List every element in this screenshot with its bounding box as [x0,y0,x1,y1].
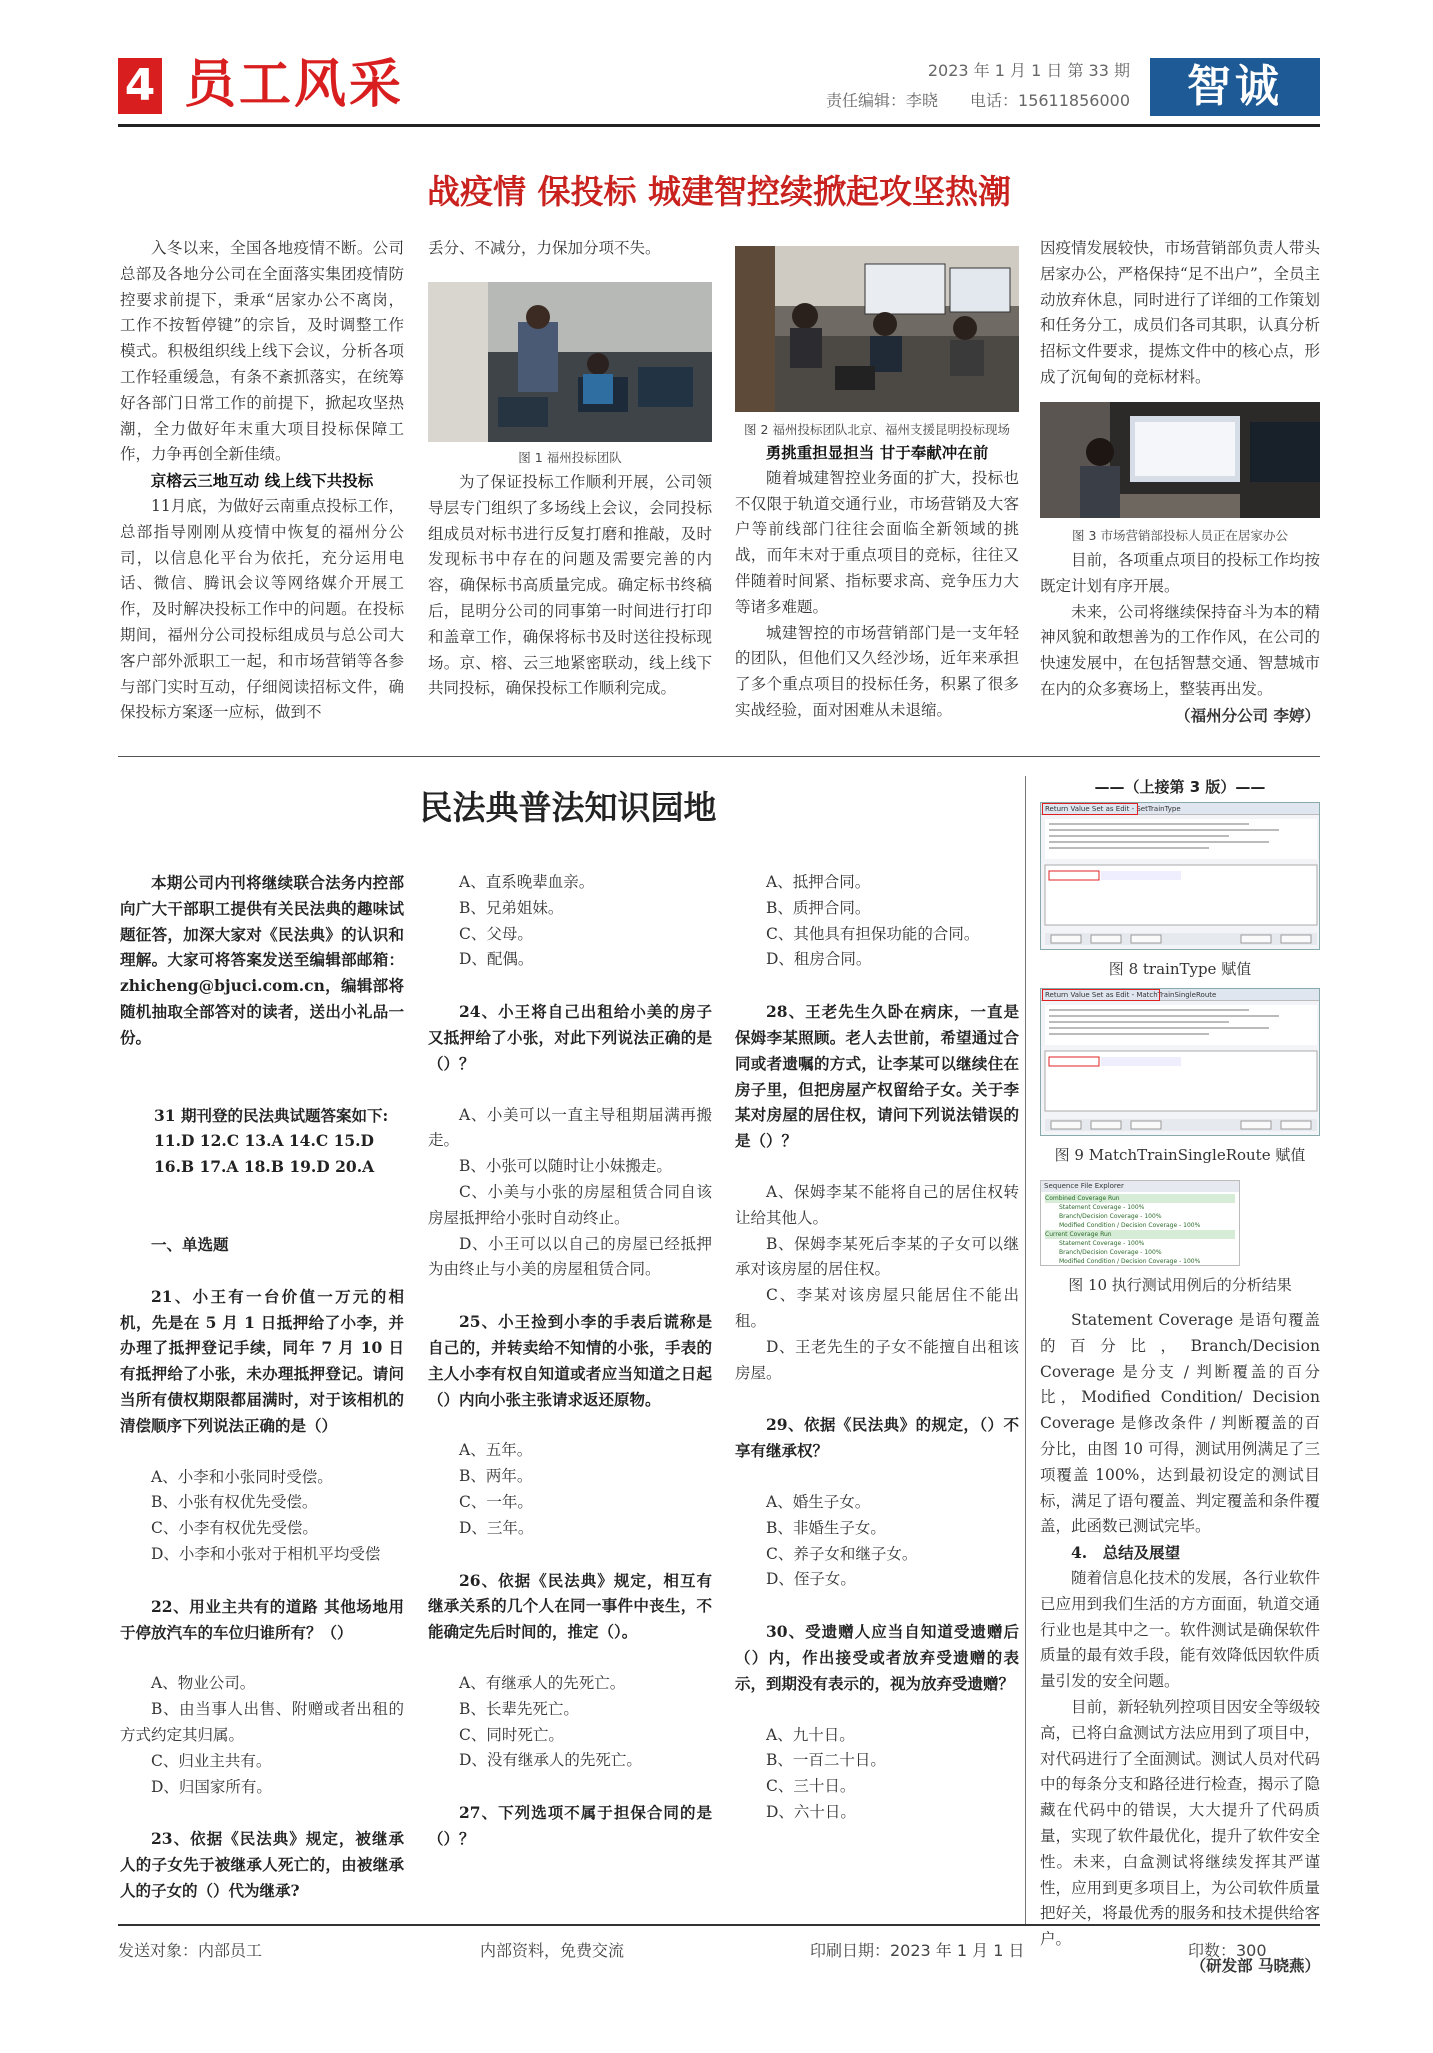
fig9-screenshot [1040,988,1320,1136]
tree-item: Statement Coverage - 100% [1059,1204,1145,1211]
article1-col2b [428,470,712,702]
footer-rule [118,1924,1320,1926]
option: D、小王可以以自己的房屋已经抵押为由终止与小美的房屋租赁合同。 [428,1234,712,1279]
option: D、侄子女。 [766,1570,856,1589]
question-26: 26、依据《民法典》规定，相互有继承关系的几个人在同一事件中丧生，不能确定先后时间的，推定（）。 [428,1570,712,1642]
option: A、婚生子女。 [766,1492,871,1511]
tree-item: Modified Condition / Decision Coverage - 100% [1059,1222,1201,1229]
date-issue: 2023 年 1 月 1 日 第 33 期 [927,61,1130,80]
option: D、王老先生的子女不能擅自出租该房屋。 [735,1337,1019,1382]
fig1-caption: 图 1 福州投标团队 [518,450,622,465]
window-title: Sequence File Explorer [1041,1181,1239,1192]
paragraph: 未来，公司将继续保持奋斗为本的精神风貌和敢想善为的工作作风，在公司的快速发展中，在包括智慧交通、智慧城市在内的众多赛场上，整装再出发。 [1040,602,1320,698]
option: D、小李和小张对于相机平均受偿 [151,1544,381,1563]
paragraph: Statement Coverage 是语句覆盖的百分比，Branch/Decision Coverage 是分支 / 判断覆盖的百分比，Modified Condition/ Decision Coverage 是修改条件 / 判断覆盖的百分比，由图 10 可得，测试用例满足了三项覆盖 100%，达到最初设定的测试目标，满足了语句覆盖、判定覆盖和条件覆盖，此函数已测试完毕。 [1040,1311,1320,1536]
article2-col3 [735,870,1019,1826]
option: B、小张有权优先受偿。 [151,1493,318,1512]
article2-title: 民法典普法知识园地 [419,788,717,827]
vertical-divider [1025,776,1026,1926]
fig3-caption: 图 3 市场营销部投标人员正在居家办公 [1072,528,1288,543]
option: C、小李有权优先受偿。 [151,1519,318,1538]
fig8-caption: 图 8 trainType 赋值 [1108,960,1252,978]
article1-col1 [120,236,404,726]
option: C、父母。 [459,924,533,943]
paragraph: 11月底，为做好云南重点投标工作，总部指导刚刚从疫情中恢复的福州分公司，以信息化平台为依托，充分运用电话、微信、腾讯会议等网络媒介开展工作，及时解决投标工作中的问题。在投标期间，福州分公司投标组成员与总公司大客户部外派职工一起，和市场营销等各参与部门实时互动，仔细阅读招标文件，确保投标方案逐一应标，做到不 [120,496,404,722]
option: D、没有继承人的先死亡。 [459,1751,642,1770]
fig2-caption: 图 2 福州投标团队北京、福州支援昆明投标现场 [744,422,1010,437]
subheading: 勇挑重担显担当 甘于奉献冲在前 [765,443,989,462]
option: C、一年。 [459,1492,533,1511]
article1-col4b [1040,548,1320,729]
subheading: 京榕云三地互动 线上线下共投标 [150,471,374,491]
paragraph: 随着信息化技术的发展，各行业软件已应用到我们生活的方方面面，轨道交通行业也是其中之一。软件测试是确保软件质量的最有效手段，能有效降低因软件质量引发的安全问题。 [1040,1568,1320,1691]
footer-copies: 印数：300 [1188,1941,1267,1960]
question-29: 29、依据《民法典》的规定，（）不享有继承权？ [735,1415,1019,1461]
signature: （研发部 马晓燕） [1190,1955,1320,1975]
option: B、非婚生子女。 [766,1518,886,1537]
option: A、九十日。 [766,1725,855,1744]
option: B、由当事人出售、附赠或者出租的方式约定其归属。 [120,1700,404,1744]
editor-line [700,90,1130,112]
question-25: 25、小王捡到小李的手表后谎称是自己的，并转卖给不知情的小张，手表的主人小李有权自知道或者应当知道之日起（）内向小张主张请求返还原物。 [428,1312,712,1409]
option: B、长辈先死亡。 [459,1699,579,1718]
article2-col1 [120,870,404,1904]
footer-print-date: 印刷日期：2023 年 1 月 1 日 [810,1941,1025,1960]
option: A、保姆李某不能将自己的居住权转让给其他人。 [735,1182,1019,1227]
answers-line: 11.D 12.C 13.A 14.C 15.D [154,1131,374,1151]
option: A、五年。 [459,1441,533,1460]
paragraph: 城建智控的市场营销部门是一支年轻的团队，但他们又久经沙场，近年来承担了多个重点项目的投标任务，积累了很多实战经验，面对困难从未退缩。 [735,623,1019,719]
option: B、两年。 [459,1467,533,1486]
option: B、保姆李某死后李某的子女可以继承对该房屋的居住权。 [735,1234,1019,1279]
fig3-photo [1040,402,1320,518]
option: C、其他具有担保功能的合同。 [766,924,980,943]
footer-note: 内部资料，免费交流 [480,1941,625,1960]
section-heading: 一、单选题 [151,1234,229,1254]
fig9-caption: 图 9 MatchTrainSingleRoute 赋值 [1054,1146,1306,1164]
window-title: Return Value Set as Edit - SetTrainType [1041,803,1319,815]
option: C、养子女和继子女。 [766,1544,918,1563]
highlight-box [1042,989,1160,1001]
tree-item: Modified Condition / Decision Coverage - 100% [1059,1258,1201,1265]
continued-note: ——（上接第 3 版）—— [1094,778,1266,796]
article2-col2 [428,870,712,1852]
article1-col3 [735,440,1019,724]
tree-item: Statement Coverage - 100% [1059,1240,1145,1247]
option: B、一百二十日。 [766,1751,886,1770]
option: C、小美与小张的房屋租赁合同自该房屋抵押给小张时自动终止。 [428,1182,712,1227]
paragraph: 目前，新轻轨列控项目因安全等级较高，已将白盒测试方法应用到了项目中，对代码进行了全面测试。测试人员对代码中的每条分支和路径进行检查，揭示了隐藏在代码中的错误，大大提升了代码质量，实现了软件最优化，提升了软件安全性。未来，白盒测试将继续发挥其严谨性，应用到更多项目上，为公司软件质量把好关，将最优秀的服务和技术提供给客户。 [1040,1697,1320,1949]
section-title: 员工风采 [184,55,405,115]
question-27: 27、下列选项不属于担保合同的是（）？ [428,1803,712,1848]
article1-col4 [1040,236,1320,391]
option: B、兄弟姐妹。 [459,898,564,917]
option: C、李某对该房屋只能居住不能出租。 [735,1286,1019,1330]
option: A、小李和小张同时受偿。 [151,1467,333,1486]
tree-item: Combined Coverage Run [1045,1194,1235,1203]
question-21: 21、小王有一台价值一万元的相机，先是在 5 月 1 日抵押给了小李，并办理了抵押登记手续，同年 7 月 10 日有抵押给了小张，未办理抵押登记。请问当所有债权期限都届满时，对于该相机的清偿顺序下列说法正确的是（） [120,1286,404,1435]
question-30: 30、受遗赠人应当自知道受遗赠后（）内，作出接受或者放弃受遗赠的表示，到期没有表示的，视为放弃受遗赠？ [735,1622,1019,1693]
paragraph: 为了保证投标工作顺利开展，公司领导层专门组织了多场线上会议，会同投标组成员对标书进行反复打磨和推敲，及时发现标书中存在的问题及需要完善的内容，确保标书高质量完成。确定标书终稿后，昆明分公司的同事第一时间进行打印和盖章工作，确保将标书及时送往投标现场。京、榕、云三地紧密联动，线上线下共同投标，确保投标工作顺利完成。 [428,473,712,698]
option: B、质押合同。 [766,898,871,917]
option: D、六十日。 [766,1802,856,1821]
question-28: 28、王老先生久卧在病床，一直是保姆李某照顾。老人去世前，希望通过合同或者遗嘱的方式，让李某可以继续住在房子里，但把房屋产权留给子女。关于李某对房屋的居住权，请问下列说法错误的是（）？ [735,1002,1019,1151]
fig10-screenshot [1040,1180,1240,1266]
option: A、直系晚辈血亲。 [459,873,595,891]
fig2-photo [735,246,1019,412]
editor: 责任编辑：李晓 [825,91,938,110]
question-23: 23、依据《民法典》规定，被继承人的子女先于被继承人死亡的，由被继承人的子女的（）代为继承? [120,1829,404,1900]
fig1-photo [428,282,712,442]
subheading: 4. 总结及展望 [1071,1543,1181,1563]
phone: 电话：15611856000 [970,91,1130,110]
option: C、同时死亡。 [459,1725,564,1744]
option: A、抵押合同。 [766,873,871,891]
tree-item: Current Coverage Run [1045,1230,1235,1239]
paragraph: 丢分、不减分，力保加分项不失。 [428,239,661,257]
fig8-screenshot [1040,802,1320,950]
option: C、归业主共有。 [151,1751,272,1770]
article1-title: 战疫情 保投标 城建智控续掀起攻坚热潮 [427,172,1011,211]
divider [118,756,1320,757]
option: C、三十日。 [766,1777,856,1796]
paragraph: 因疫情发展较快，市场营销部负责人带头居家办公，严格保持“足不出户”，全员主动放弃休息，同时进行了详细的工作策划和任务分工，成员们各司其职，认真分析招标文件要求，提炼文件中的核心点，形成了沉甸甸的竞标材料。 [1040,239,1320,386]
paragraph: 随着城建智控业务面的扩大，投标也不仅限于轨道交通行业，市场营销及大客户等前线部门往往会面临全新领域的挑战，而年末对于重点项目的竞标，往往又伴随着时间紧、指标要求高、竞争压力大等诸多难题。 [735,468,1019,616]
logo: 智诚 [1150,58,1320,116]
question-22: 22、用业主共有的道路 其他场地用于停放汽车的车位归谁所有？（） [120,1596,404,1642]
sidebar-text [1040,1308,1320,1979]
option: D、三年。 [459,1518,534,1537]
option: A、有继承人的先死亡。 [459,1673,626,1692]
option: A、物业公司。 [151,1674,256,1693]
signature: （福州分公司 李婷） [1175,705,1320,725]
tree-item: Branch/Decision Coverage - 100% [1059,1249,1162,1256]
option: D、归国家所有。 [151,1777,272,1796]
question-24: 24、小王将自己出租给小美的房子又抵押给了小张，对此下列说法正确的是（）？ [428,1002,712,1073]
window-title: Return Value Set as Edit - MatchTrainSingleRoute [1041,989,1319,1001]
answers-line: 16.B 17.A 18.B 19.D 20.A [154,1157,375,1177]
paragraph: 入冬以来，全国各地疫情不断。公司总部及各地分公司在全面落实集团疫情防控要求前提下，秉承“居家办公不离岗，工作不按暂停键”的宗旨，及时调整工作模式。积极组织线上线下会议，分析各项工作轻重缓急，有条不紊抓落实，在统筹好各部门日常工作的前提下，掀起攻坚热潮，全力做好年末重大项目投标保障工作，力争再创全新佳绩。 [120,239,404,464]
paragraph: 目前，各项重点项目的投标工作均按既定计划有序开展。 [1040,551,1320,595]
highlight-box [1042,803,1138,815]
option: D、配偶。 [459,950,534,969]
fig10-caption: 图 10 执行测试用例后的分析结果 [1068,1276,1292,1294]
option: D、租房合同。 [766,950,872,969]
option: B、小张可以随时让小妹搬走。 [459,1157,672,1176]
header-rule [118,124,1320,127]
option: A、小美可以一直主导租期届满再搬走。 [428,1105,712,1150]
article1-col2 [428,236,712,262]
answers-title: 31 期刊登的民法典试题答案如下: [154,1105,389,1125]
intro: 本期公司内刊将继续联合法务内控部向广大干部职工提供有关民法典的趣味试题征答，加深大家对《民法典》的认识和理解。大家可将答案发送至编辑部邮箱：zhicheng@bjuci.com.cn，编辑部将随机抽取全部答对的读者，送出小礼品一份。 [120,873,404,1047]
tree-item: Branch/Decision Coverage - 100% [1059,1213,1162,1220]
footer-audience: 发送对象：内部员工 [118,1941,263,1960]
page-number: 4 [118,58,162,114]
